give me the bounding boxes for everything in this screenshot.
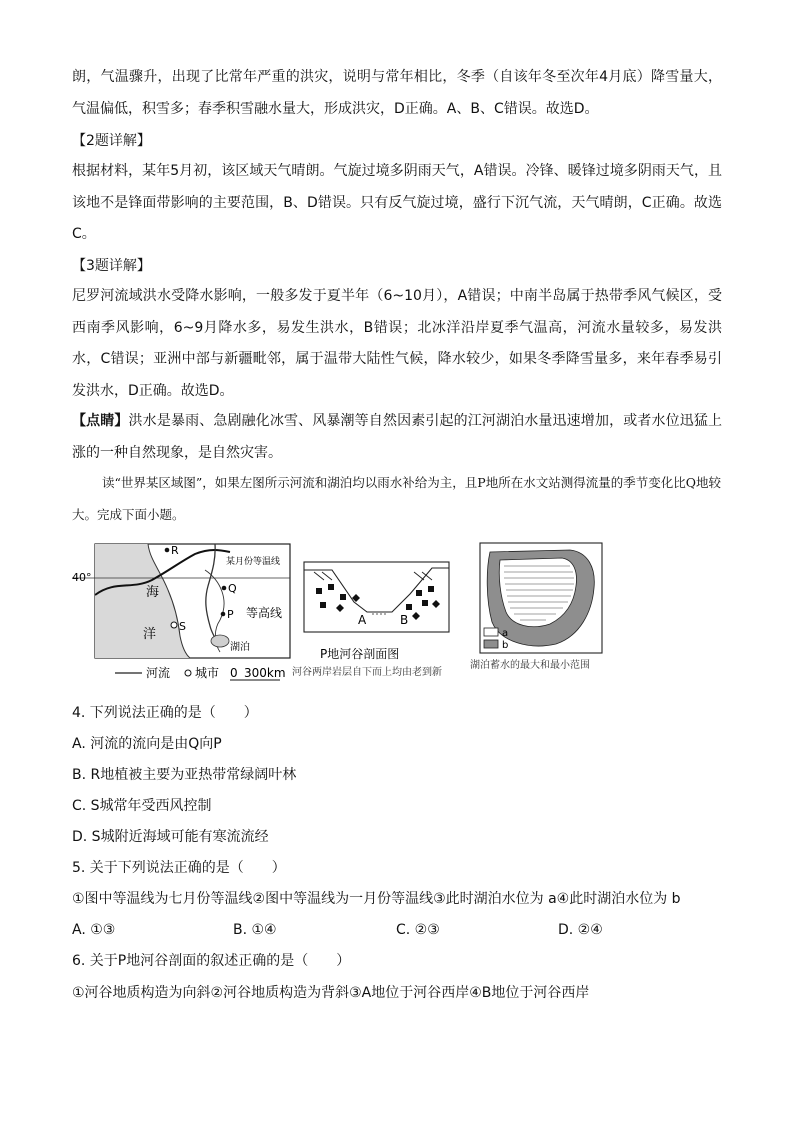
q2-heading: 【2题详解】 <box>72 133 151 149</box>
q4-option-b: B. R地植被主要为亚热带常绿阔叶林 <box>72 767 297 783</box>
q5-option-d: D. ②④ <box>558 922 603 938</box>
answer-q1-tail: 朗，气温骤升，出现了比常年严重的洪灾，说明与常年相比，冬季（自该年冬至次年4月底）降雪量大，气温偏低，积雪多；春季积雪融水量大，形成洪灾，D正确。A、B、C错误。故选D。 <box>72 69 722 117</box>
legend-a-swatch <box>484 628 498 636</box>
valley-label-b: B <box>400 613 409 627</box>
tip-label: 【点睛】 <box>72 413 129 429</box>
q3-heading: 【3题详解】 <box>72 258 151 274</box>
legend-city-icon <box>185 670 191 676</box>
tip-text: 洪水是暴雨、急剧融化冰雪、风暴潮等自然因素引起的江河湖泊水量迅速增加，或者水位迅猛上涨的一种自然现象，是自然灾害。 <box>72 413 723 461</box>
tip-paragraph <box>72 406 722 469</box>
q6-statements: ①河谷地质构造为向斜②河谷地质构造为背斜③A地位于河谷西岸④B地位于河谷西岸 <box>72 985 590 1001</box>
valley-frame <box>304 562 449 632</box>
valley-caption: 河谷两岸岩层自下而上均由老到新 <box>292 667 442 678</box>
point-r-marker <box>165 548 170 553</box>
point-q-marker <box>222 586 227 591</box>
q4-option-c: C. S城常年受西风控制 <box>72 798 212 814</box>
sea-label-2: 洋 <box>143 627 157 642</box>
q4-option-d: D. S城附近海域可能有寒流流经 <box>72 829 269 845</box>
lake-caption: 湖泊蓄水的最大和最小范围 <box>470 660 590 671</box>
scale-km: 300km <box>244 666 286 680</box>
sea-label-1: 海 <box>146 585 160 600</box>
valley-label-a: A <box>358 613 367 627</box>
legend-city-label: 城市 <box>195 666 220 680</box>
point-q-label: Q <box>228 582 237 595</box>
lake-shape <box>211 635 229 647</box>
isotherm-label: 某月份等温线 <box>226 557 281 567</box>
q5-option-c: C. ②③ <box>396 922 440 938</box>
question-intro: 读“世界某区域图”，如果左图所示河流和湖泊均以雨水补给为主，且P地所在水文站测得流量的季节变化比Q地较大。完成下面小题。 <box>72 475 721 522</box>
lake-legend-a: a <box>502 628 509 639</box>
region-map-figure <box>70 540 300 685</box>
q6-stem: 6. 关于P地河谷剖面的叙述正确的是（ ） <box>72 953 351 969</box>
legend-river-label: 河流 <box>146 666 171 680</box>
city-s-marker <box>171 622 177 628</box>
point-p-marker <box>221 612 226 617</box>
answer-q3-text: 尼罗河流域洪水受降水影响，一般多发于夏半年（6~10月），A错误；中南半岛属于热带季风气候区，受西南季风影响，6~9月降水多，易发生洪水，B错误；北冰洋沿岸夏季气温高，河流水量较多，易发洪水，C错误；亚洲中部与新疆毗邻，属于温带大陆性气候，降水较少，如果冬季降雪量多，来年春季易引发洪水，D正确。故选D。 <box>72 288 722 399</box>
contour-label: 等高线 <box>246 606 283 620</box>
latitude-label: 40° <box>72 571 92 584</box>
lake-range-figure <box>470 540 615 680</box>
valley-section-figure <box>292 560 472 682</box>
valley-title: P地河谷剖面图 <box>320 647 400 661</box>
q5-option-b: B. ①④ <box>233 922 277 938</box>
q4-stem: 4. 下列说法正确的是（ ） <box>72 705 258 721</box>
q4-option-a: A. 河流的流向是由Q向P <box>72 736 222 752</box>
q5-stem: 5. 关于下列说法正确的是（ ） <box>72 860 286 876</box>
answer-q2-text: 根据材料，某年5月初，该区域天气晴朗。气旋过境多阴雨天气，A错误。冷锋、暖锋过境多阴雨天气，且该地不是锋面带影响的主要范围，B、D错误。只有反气旋过境，盛行下沉气流，天气晴朗，C正确。故选C。 <box>72 163 722 242</box>
q5-option-a: A. ①③ <box>72 922 116 938</box>
legend-b-swatch <box>484 640 498 648</box>
q5-statements: ①图中等温线为七月份等温线②图中等温线为一月份等温线③此时湖泊水位为 a④此时湖泊水位为 b <box>72 891 681 907</box>
lake-legend-b: b <box>502 640 509 651</box>
point-p-label: P <box>227 608 234 621</box>
lake-label: 湖泊 <box>230 642 250 653</box>
point-s-label: S <box>179 620 186 633</box>
scale-zero: 0 <box>230 666 238 680</box>
point-r-label: R <box>171 544 179 557</box>
